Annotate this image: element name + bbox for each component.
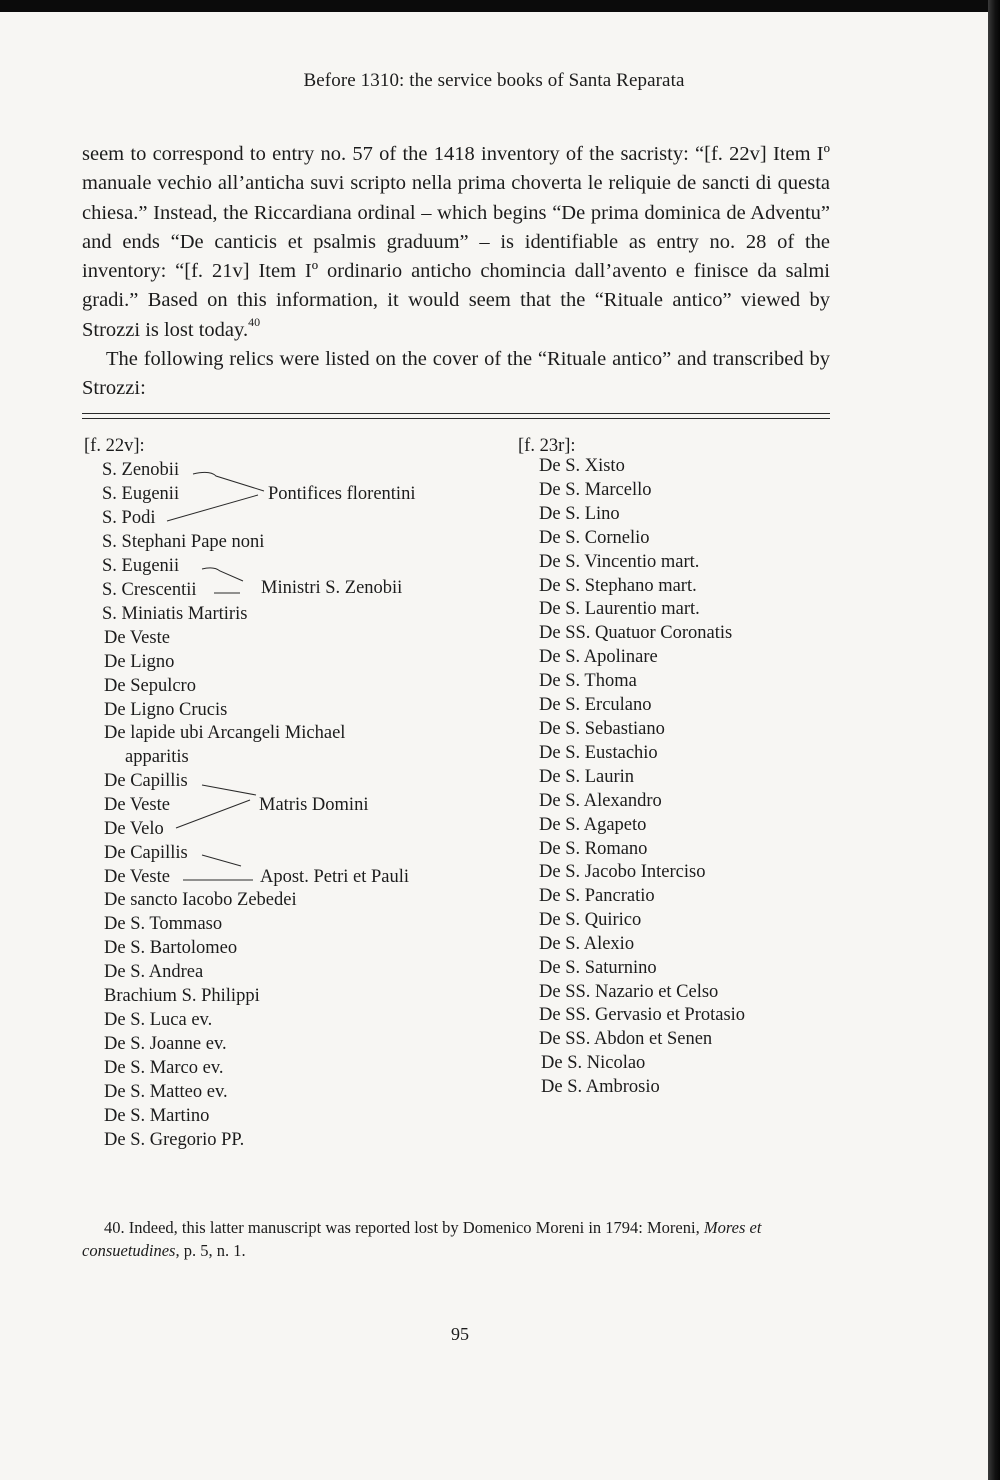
list-item: De S. Andrea [104, 962, 204, 982]
list-item: De S. Stephano mart. [539, 576, 697, 596]
list-item: S. Podi [102, 508, 156, 528]
list-item: De S. Eustachio [539, 743, 658, 763]
list-item: De S. Alexio [539, 934, 635, 954]
list-item: De Velo [104, 819, 164, 839]
footnote-reference: 40 [248, 314, 261, 329]
list-item: De lapide ubi Arcangeli Michael [104, 723, 346, 743]
list-item: De S. Joanne ev. [104, 1034, 227, 1054]
list-item: De S. Bartolomeo [104, 938, 238, 958]
list-item: S. Crescentii [102, 580, 197, 600]
paragraph-2: The following relics were listed on the cover of the “Rituale antico” and transcribed by Strozzi: [82, 348, 830, 400]
list-item: De Veste [104, 867, 170, 887]
list-item: De S. Lino [539, 504, 620, 524]
list-item: De S. Laurin [539, 767, 635, 787]
group-label-ministri: Ministri S. Zenobii [261, 578, 403, 598]
list-item: De S. Erculano [539, 695, 652, 715]
list-item: apparitis [125, 747, 189, 767]
list-item: De Veste [104, 795, 170, 815]
list-item: De sancto Iacobo Zebedei [104, 890, 297, 910]
list-item: De S. Thoma [539, 671, 637, 691]
list-item: Brachium S. Philippi [104, 986, 260, 1006]
list-item: De S. Marco ev. [104, 1058, 224, 1078]
list-item: De S. Alexandro [539, 791, 662, 811]
list-item: De S. Jacobo Interciso [539, 862, 706, 882]
list-item: De S. Quirico [539, 910, 642, 930]
footnote-40 [82, 1216, 830, 1262]
list-item: De S. Sebastiano [539, 719, 665, 739]
connector-capillis-1 [202, 785, 256, 795]
list-item: De S. Nicolao [541, 1053, 646, 1073]
list-item: S. Zenobii [102, 460, 180, 480]
list-item: S. Eugenii [102, 484, 180, 504]
footnote [82, 1216, 830, 1262]
right-column-heading: [f. 23r]: [518, 436, 576, 456]
connector-podi [167, 495, 258, 521]
paragraph-1-text: seem to correspond to entry no. 57 of the 1418 inventory of the sacristy: “[f. 22v] Item Iº manuale vechio all’anticha suvi scripto nella prima choverta le reliquie de sancti di questa chiesa.” Instead, the Riccardiana ordinal – which begins “De prima dominica de Adventu” and ends “De canticis et psalmis graduum” – is identifiable as entry no. 28 of the inventory: “[f. 21v] Item Iº ordinario anticho chomincia dall’avento e finisce da salmi gradi.” Based on this information, it would seem that the “Rituale antico” viewed by Strozzi is lost today. [82, 143, 830, 341]
list-item: De SS. Gervasio et Protasio [539, 1005, 746, 1025]
list-item: De SS. Nazario et Celso [539, 982, 719, 1002]
list-item: De S. Laurentio mart. [539, 599, 700, 619]
footnote-tail: , p. 5, n. 1. [175, 1241, 246, 1260]
connector-velo [176, 800, 250, 828]
list-item: De S. Agapeto [539, 815, 647, 835]
list-item: De S. Marcello [539, 480, 652, 500]
list-item: S. Miniatis Martiris [102, 604, 248, 624]
list-item: De S. Matteo ev. [104, 1082, 228, 1102]
footnote-title: Mores et consuetudines [82, 1218, 762, 1260]
list-item: De Capillis [104, 771, 188, 791]
list-item: S. Eugenii [102, 556, 180, 576]
list-item: De S. Romano [539, 839, 648, 859]
page-edge [988, 0, 1000, 1480]
list-item: De S. Vincentio mart. [539, 552, 700, 572]
list-item: De S. Xisto [539, 456, 625, 476]
running-header: Before 1310: the service books of Santa Reparata [303, 70, 685, 91]
list-item: De Veste [104, 628, 170, 648]
list-item: De S. Luca ev. [104, 1010, 213, 1030]
list-item: De S. Saturnino [539, 958, 657, 978]
list-item: De S. Cornelio [539, 528, 650, 548]
list-item: S. Stephani Pape noni [102, 532, 265, 552]
list-item: De SS. Quatuor Coronatis [539, 623, 733, 643]
list-item: De S. Gregorio PP. [104, 1130, 245, 1150]
page-number: 95 [451, 1324, 469, 1344]
list-item: De S. Tommaso [104, 914, 223, 934]
list-item: De SS. Abdon et Senen [539, 1029, 713, 1049]
list-item: De S. Martino [104, 1106, 210, 1126]
group-label-matris-domini: Matris Domini [259, 795, 369, 815]
footnote-text: Indeed, this latter manuscript was reported lost by Domenico Moreni in 1794: Moreni, [128, 1218, 700, 1237]
list-item: De Ligno [104, 652, 175, 672]
list-item: De S. Apolinare [539, 647, 658, 667]
group-label-pontifices: Pontifices florentini [268, 484, 416, 504]
list-item: De S. Ambrosio [541, 1077, 660, 1097]
list-item: De Sepulcro [104, 676, 196, 696]
connector-capillis-2 [202, 855, 241, 866]
list-item: De S. Pancratio [539, 886, 655, 906]
connector-eugenii [202, 568, 243, 581]
group-label-apostoli: Apost. Petri et Pauli [260, 867, 410, 887]
footnote-number: 40. [104, 1218, 125, 1237]
left-column-heading: [f. 22v]: [84, 436, 145, 456]
list-item: De Capillis [104, 843, 188, 863]
connector-zenobii [193, 472, 264, 491]
list-item: De Ligno Crucis [104, 700, 228, 720]
